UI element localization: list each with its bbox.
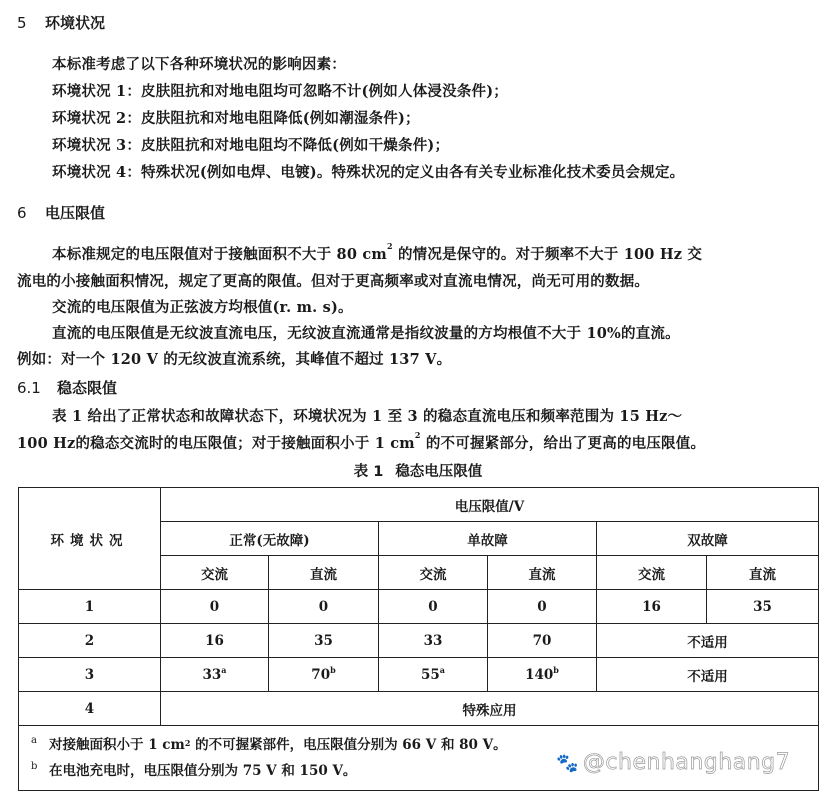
dc-header: 直流 bbox=[707, 556, 819, 590]
value-cell: 33 bbox=[379, 624, 488, 658]
env-cell: 2 bbox=[19, 624, 161, 658]
special-application-cell: 特殊应用 bbox=[161, 692, 819, 726]
text: 对接触面积小于 1 cm bbox=[49, 737, 185, 753]
value-cell: 35 bbox=[707, 590, 819, 624]
section-6-1-para-line1: 表 1 给出了正常状态和故障状态下，环境状况为 1 至 3 的稳态直流电压和频率范围为 15 Hz～ bbox=[52, 408, 683, 425]
section-number: 6 bbox=[17, 204, 27, 222]
env-condition-4: 环境状况 4：特殊状况(例如电焊、电镀)。特殊状况的定义由各有关专业标准化技术委员会规定。 bbox=[52, 164, 685, 181]
section-title: 稳态限值 bbox=[57, 379, 118, 397]
value-cell: 35 bbox=[269, 624, 379, 658]
dc-header: 直流 bbox=[488, 556, 597, 590]
text: 本标准规定的电压限值对于接触面积不大于 80 cm bbox=[52, 246, 387, 263]
text: 的情况是保守的。对于频率不大于 100 Hz 交 bbox=[392, 246, 703, 263]
env-cell: 1 bbox=[19, 590, 161, 624]
value-cell: 16 bbox=[597, 590, 707, 624]
text: 的不可握紧部分，给出了更高的电压限值。 bbox=[420, 435, 706, 452]
section-5-intro: 本标准考虑了以下各种环境状况的影响因素： bbox=[52, 56, 346, 73]
value-cell bbox=[161, 658, 269, 692]
section-6-para3-line1: 直流的电压限值是无纹波直流电压，无纹波直流通常是指纹波量的方均根值不大于 10%的直流。 bbox=[52, 325, 680, 342]
env-condition-2: 环境状况 2：皮肤阻抗和对地电阻降低(例如潮湿条件)； bbox=[52, 110, 420, 127]
value: 33 bbox=[202, 666, 222, 683]
section-6-1-para-line2 bbox=[17, 432, 705, 453]
value-cell: 0 bbox=[161, 590, 269, 624]
value-cell bbox=[488, 658, 597, 692]
table-header-row-1 bbox=[19, 488, 819, 522]
superscript: 2 bbox=[386, 241, 393, 251]
section-number: 6.1 bbox=[17, 379, 41, 397]
superscript: 2 bbox=[184, 738, 191, 748]
ac-header: 交流 bbox=[161, 556, 269, 590]
section-5-heading bbox=[17, 12, 105, 33]
footnote-ref: a bbox=[439, 664, 445, 675]
double-fault-header: 双故障 bbox=[597, 522, 819, 556]
section-6-para1-line1 bbox=[52, 243, 702, 264]
table-row bbox=[19, 624, 819, 658]
text: 100 Hz的稳态交流时的电压限值；对于接触面积小于 1 cm bbox=[17, 435, 415, 452]
value-cell: 0 bbox=[379, 590, 488, 624]
value: 140 bbox=[525, 666, 554, 683]
value-cell bbox=[269, 658, 379, 692]
section-title: 电压限值 bbox=[45, 204, 106, 222]
value-cell: 0 bbox=[488, 590, 597, 624]
value-cell: 70 bbox=[488, 624, 597, 658]
footnote-mark: b bbox=[31, 761, 38, 772]
footnote-ref: a bbox=[221, 664, 227, 675]
section-6-para2: 交流的电压限值为正弦波方均根值(r. m. s)。 bbox=[52, 299, 353, 316]
env-condition-3: 环境状况 3：皮肤阻抗和对地电阻均不降低(例如干燥条件)； bbox=[52, 137, 450, 154]
section-6-para1-line2: 流电的小接触面积情况，规定了更高的限值。但对于更高频率或对直流电情况，尚无可用的数据。 bbox=[17, 273, 650, 290]
table-row bbox=[19, 590, 819, 624]
ac-header: 交流 bbox=[379, 556, 488, 590]
footnote-ref: b bbox=[553, 664, 559, 675]
section-6-heading bbox=[17, 202, 105, 223]
not-applicable-cell: 不适用 bbox=[597, 624, 819, 658]
section-6-para3-line2: 例如：对一个 120 V 的无纹波直流系统，其峰值不超过 137 V。 bbox=[17, 351, 452, 368]
value: 70 bbox=[311, 666, 331, 683]
env-condition-header: 环境状况 bbox=[19, 488, 161, 590]
single-fault-header: 单故障 bbox=[379, 522, 597, 556]
footnote-mark: a bbox=[31, 735, 37, 746]
env-condition-1: 环境状况 1：皮肤阻抗和对地电阻均可忽略不计(例如人体浸没条件)； bbox=[52, 83, 508, 100]
table-caption bbox=[0, 460, 836, 481]
table-label: 表 1 bbox=[353, 464, 384, 480]
watermark-text: @chenhanghang7 bbox=[582, 750, 791, 775]
section-number: 5 bbox=[17, 14, 27, 32]
baidu-paw-icon: 🐾 bbox=[556, 753, 579, 774]
env-cell: 3 bbox=[19, 658, 161, 692]
table-row bbox=[19, 658, 819, 692]
section-6-1-heading bbox=[17, 377, 117, 398]
dc-header: 直流 bbox=[269, 556, 379, 590]
table-row bbox=[19, 692, 819, 726]
value-cell: 0 bbox=[269, 590, 379, 624]
table-title: 稳态电压限值 bbox=[395, 464, 483, 480]
value-cell: 16 bbox=[161, 624, 269, 658]
watermark bbox=[556, 750, 790, 775]
superscript: 2 bbox=[414, 430, 421, 440]
value-cell bbox=[379, 658, 488, 692]
ac-header: 交流 bbox=[597, 556, 707, 590]
text: 的不可握紧部件，电压限值分别为 66 V 和 80 V。 bbox=[190, 737, 507, 753]
text: 在电池充电时，电压限值分别为 75 V 和 150 V。 bbox=[49, 763, 357, 779]
not-applicable-cell: 不适用 bbox=[597, 658, 819, 692]
voltage-limit-header: 电压限值/V bbox=[161, 488, 819, 522]
footnote-ref: b bbox=[330, 664, 336, 675]
normal-condition-header: 正常(无故障) bbox=[161, 522, 379, 556]
voltage-limits-table bbox=[18, 487, 819, 791]
env-cell: 4 bbox=[19, 692, 161, 726]
section-title: 环境状况 bbox=[45, 14, 106, 32]
value: 55 bbox=[421, 666, 440, 683]
